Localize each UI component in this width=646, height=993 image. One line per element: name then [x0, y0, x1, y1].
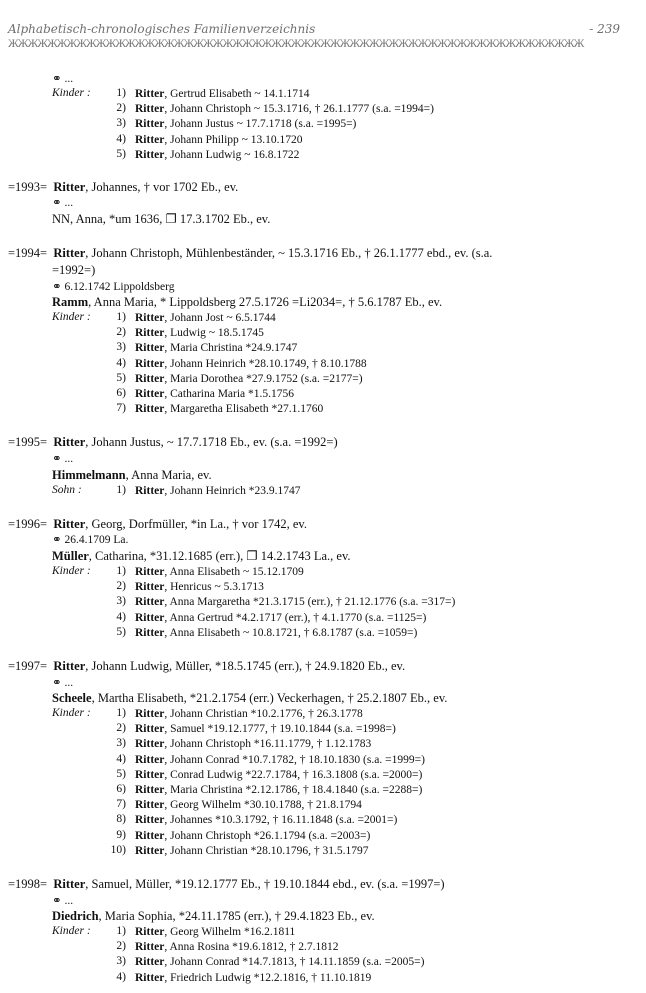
spouse-details: , Anna Maria, ev. — [125, 468, 212, 482]
marriage-line: ⚭ 6.12.1742 Lippoldsberg — [52, 281, 175, 293]
child-number: 4) — [116, 971, 126, 983]
entry-surname: Ritter — [53, 180, 86, 194]
spouse-line — [52, 295, 442, 309]
child-surname: Ritter — [135, 327, 165, 339]
entry-id: =1994= — [8, 246, 48, 260]
child-entry — [135, 626, 417, 640]
spouse-line — [52, 691, 447, 705]
child-details: , Anna Elisabeth ~ 10.8.1721, † 6.8.1787 (s.a. =1059=) — [164, 627, 418, 639]
child-entry — [135, 372, 363, 386]
child-number: 4) — [116, 357, 126, 369]
child-entry — [135, 326, 264, 340]
child-surname: Ritter — [135, 799, 165, 811]
entry-details: , Samuel, Müller, *19.12.1777 Eb., † 19.10.1844 ebd., ev. (s.a. =1997=) — [85, 877, 445, 891]
child-entry — [135, 722, 396, 736]
child-details: , Johann Jost ~ 6.5.1744 — [164, 312, 276, 324]
child-details: , Johann Conrad *14.7.1813, † 14.11.1859 (s.a. =2005=) — [164, 956, 425, 968]
entry-id: =1993= — [8, 180, 48, 194]
child-number: 1) — [116, 484, 126, 496]
child-number: 1) — [116, 707, 126, 719]
entry-id: =1998= — [8, 877, 48, 891]
child-surname: Ritter — [135, 485, 165, 497]
child-details: , Anna Elisabeth ~ 15.12.1709 — [164, 566, 304, 578]
child-details: , Gertrud Elisabeth ~ 14.1.1714 — [164, 88, 310, 100]
child-entry — [135, 87, 310, 101]
entry-heading — [8, 435, 338, 449]
child-surname: Ritter — [135, 373, 165, 385]
ornament-divider: ЖЖЖЖЖЖЖЖЖЖЖЖЖЖЖЖЖЖЖЖЖЖЖЖЖЖЖЖЖЖЖЖЖЖЖЖЖЖЖЖЖЖЖЖЖЖЖЖЖЖЖЖЖЖЖЖЖЖЖ — [8, 36, 584, 50]
child-number: 5) — [116, 372, 126, 384]
child-entry — [135, 844, 369, 858]
spouse-details: , Maria Sophia, *24.11.1785 (err.), † 29.4.1823 Eb., ev. — [98, 909, 375, 923]
child-entry — [135, 737, 371, 751]
child-surname: Ritter — [135, 830, 165, 842]
child-entry — [135, 484, 300, 498]
entry-details: , Johann Christoph, Mühlenbeständer, ~ 15.3.1716 Eb., † 26.1.1777 ebd., ev. (s.a. — [85, 246, 493, 260]
spouse-line — [52, 468, 212, 482]
child-details: , Maria Dorothea *27.9.1752 (s.a. =2177=) — [164, 373, 363, 385]
entry-heading — [8, 659, 405, 673]
child-surname: Ritter — [135, 103, 165, 115]
child-number: 5) — [116, 626, 126, 638]
header-title: Alphabetisch-chronologisches Familienverzeichnis — [8, 22, 316, 36]
kinder-label: Kinder : — [52, 311, 91, 323]
child-number: 1) — [116, 311, 126, 323]
child-entry — [135, 595, 455, 609]
child-surname: Ritter — [135, 134, 165, 146]
child-details: , Johann Ludwig ~ 16.8.1722 — [164, 149, 300, 161]
child-surname: Ritter — [135, 612, 165, 624]
spouse-details: , Martha Elisabeth, *21.2.1754 (err.) Veckerhagen, † 25.2.1807 Eb., ev. — [91, 691, 448, 705]
child-details: , Johann Conrad *10.7.1782, † 18.10.1830 (s.a. =1999=) — [164, 754, 425, 766]
child-number: 5) — [116, 768, 126, 780]
child-surname: Ritter — [135, 754, 165, 766]
child-details: , Johann Philipp ~ 13.10.1720 — [164, 134, 303, 146]
child-details: , Anna Rosina *19.6.1812, † 2.7.1812 — [164, 941, 339, 953]
kinder-label: Kinder : — [52, 565, 91, 577]
child-number: 10) — [110, 844, 126, 856]
child-surname: Ritter — [135, 627, 165, 639]
entry-details-cont: =1992=) — [52, 263, 96, 277]
child-details: , Johann Christoph ~ 15.3.1716, † 26.1.1777 (s.a. =1994=) — [164, 103, 435, 115]
marriage-line: ⚭ ... — [52, 895, 74, 907]
child-number: 8) — [116, 813, 126, 825]
child-details: , Anna Gertrud *4.2.1717 (err.), † 4.1.1770 (s.a. =1125=) — [164, 612, 427, 624]
child-entry — [135, 768, 422, 782]
child-number: 2) — [116, 326, 126, 338]
child-surname: Ritter — [135, 738, 165, 750]
child-surname: Ritter — [135, 723, 165, 735]
child-entry — [135, 357, 367, 371]
child-number: 3) — [116, 341, 126, 353]
child-entry — [135, 565, 304, 579]
child-entry — [135, 133, 303, 147]
child-entry — [135, 402, 323, 416]
child-surname: Ritter — [135, 388, 165, 400]
marriage-line: ⚭ ... — [52, 197, 74, 209]
entry-surname: Ritter — [53, 877, 86, 891]
child-entry — [135, 753, 425, 767]
child-number: 1) — [116, 925, 126, 937]
child-number: 6) — [116, 387, 126, 399]
child-details: , Johann Christoph *26.1.1794 (s.a. =2003=) — [164, 830, 371, 842]
child-details: , Margaretha Elisabeth *27.1.1760 — [164, 403, 324, 415]
child-number: 2) — [116, 580, 126, 592]
entry-details: , Johann Ludwig, Müller, *18.5.1745 (err.), † 24.9.1820 Eb., ev. — [85, 659, 406, 673]
child-surname: Ritter — [135, 956, 165, 968]
child-details: , Friedrich Ludwig *12.2.1816, † 11.10.1819 — [164, 972, 372, 984]
child-surname: Ritter — [135, 581, 165, 593]
child-surname: Ritter — [135, 149, 165, 161]
child-details: , Johann Heinrich *23.9.1747 — [164, 485, 301, 497]
child-surname: Ritter — [135, 708, 165, 720]
entry-heading — [8, 180, 238, 194]
entry-heading — [8, 517, 307, 531]
child-entry — [135, 311, 276, 325]
child-surname: Ritter — [135, 312, 165, 324]
child-number: 2) — [116, 940, 126, 952]
entry-heading — [8, 877, 445, 891]
child-surname: Ritter — [135, 88, 165, 100]
child-details: , Samuel *19.12.1777, † 19.10.1844 (s.a. =1998=) — [164, 723, 396, 735]
child-details: , Catharina Maria *1.5.1756 — [164, 388, 295, 400]
child-number: 1) — [116, 87, 126, 99]
child-details: , Johann Christoph *16.11.1779, † 1.12.1783 — [164, 738, 372, 750]
entry-heading — [8, 246, 492, 260]
entry-surname: Ritter — [53, 246, 86, 260]
child-entry — [135, 940, 338, 954]
child-surname: Ritter — [135, 814, 165, 826]
child-surname: Ritter — [135, 358, 165, 370]
child-number: 5) — [116, 148, 126, 160]
child-details: , Maria Christina *2.12.1786, † 18.4.1840 (s.a. =2288=) — [164, 784, 423, 796]
child-number: 1) — [116, 565, 126, 577]
spouse-line: NN, Anna, *um 1636, ❐ 17.3.1702 Eb., ev. — [52, 212, 271, 226]
child-number: 7) — [116, 402, 126, 414]
entry-surname: Ritter — [53, 435, 86, 449]
child-entry — [135, 925, 295, 939]
child-surname: Ritter — [135, 403, 165, 415]
child-entry — [135, 117, 356, 131]
child-details: , Johannes *10.3.1792, † 16.11.1848 (s.a. =2001=) — [164, 814, 398, 826]
child-details: , Conrad Ludwig *22.7.1784, † 16.3.1808 (s.a. =2000=) — [164, 769, 423, 781]
child-number: 2) — [116, 722, 126, 734]
spouse-line — [52, 549, 351, 563]
child-entry — [135, 829, 370, 843]
child-details: , Ludwig ~ 18.5.1745 — [164, 327, 264, 339]
child-surname: Ritter — [135, 769, 165, 781]
child-number: 4) — [116, 753, 126, 765]
child-entry — [135, 955, 424, 969]
child-surname: Ritter — [135, 941, 165, 953]
spouse-surname: Himmelmann — [52, 468, 126, 482]
entry-id: =1995= — [8, 435, 48, 449]
child-number: 7) — [116, 798, 126, 810]
spouse-surname: Diedrich — [52, 909, 99, 923]
child-number: 6) — [116, 783, 126, 795]
child-number: 4) — [116, 611, 126, 623]
spouse-details: , Catharina, *31.12.1685 (err.), ❐ 14.2.1743 La., ev. — [88, 549, 351, 563]
page-number: - 239 — [589, 22, 620, 36]
child-entry — [135, 971, 371, 985]
kinder-label: Kinder : — [52, 87, 91, 99]
child-number: 4) — [116, 133, 126, 145]
child-details: , Johann Heinrich *28.10.1749, † 8.10.1788 — [164, 358, 367, 370]
entry-id: =1997= — [8, 659, 48, 673]
child-entry — [135, 102, 434, 116]
spouse-surname: Ramm — [52, 295, 89, 309]
child-surname: Ritter — [135, 926, 165, 938]
child-entry — [135, 813, 397, 827]
child-entry — [135, 707, 363, 721]
child-entry — [135, 148, 299, 162]
child-number: 3) — [116, 595, 126, 607]
child-details: , Johann Justus ~ 17.7.1718 (s.a. =1995=) — [164, 118, 357, 130]
marriage-line: ⚭ ... — [52, 453, 74, 465]
entry-details: , Georg, Dorfmüller, *in La., † vor 1742, ev. — [85, 517, 307, 531]
marriage-line: ⚭ 26.4.1709 La. — [52, 534, 129, 546]
child-surname: Ritter — [135, 118, 165, 130]
entry-details: , Johannes, † vor 1702 Eb., ev. — [85, 180, 239, 194]
child-surname: Ritter — [135, 342, 165, 354]
child-number: 3) — [116, 955, 126, 967]
child-surname: Ritter — [135, 596, 165, 608]
child-entry — [135, 783, 422, 797]
entry-surname: Ritter — [53, 517, 86, 531]
child-details: , Henricus ~ 5.3.1713 — [164, 581, 264, 593]
sohn-label: Sohn : — [52, 484, 82, 496]
child-details: , Maria Christina *24.9.1747 — [164, 342, 298, 354]
child-details: , Georg Wilhelm *30.10.1788, † 21.8.1794 — [164, 799, 362, 811]
child-entry — [135, 341, 297, 355]
entry-details: , Johann Justus, ~ 17.7.1718 Eb., ev. (s.a. =1992=) — [85, 435, 338, 449]
entry-id: =1996= — [8, 517, 48, 531]
child-entry — [135, 387, 294, 401]
entry-surname: Ritter — [53, 659, 86, 673]
child-details: , Anna Margaretha *21.3.1715 (err.), † 21.12.1776 (s.a. =317=) — [164, 596, 456, 608]
kinder-label: Kinder : — [52, 925, 91, 937]
marriage-line: ⚭ ... — [52, 73, 74, 85]
marriage-line: ⚭ ... — [52, 677, 74, 689]
spouse-details: , Anna Maria, * Lippoldsberg 27.5.1726 =Li2034=, † 5.6.1787 Eb., ev. — [88, 295, 443, 309]
child-surname: Ritter — [135, 566, 165, 578]
child-entry — [135, 580, 264, 594]
child-number: 3) — [116, 117, 126, 129]
child-number: 2) — [116, 102, 126, 114]
child-details: , Johann Christian *10.2.1776, † 26.3.1778 — [164, 708, 363, 720]
child-surname: Ritter — [135, 784, 165, 796]
child-number: 9) — [116, 829, 126, 841]
kinder-label: Kinder : — [52, 707, 91, 719]
child-surname: Ritter — [135, 845, 165, 857]
child-surname: Ritter — [135, 972, 165, 984]
child-entry — [135, 798, 362, 812]
spouse-line — [52, 909, 375, 923]
child-entry — [135, 611, 426, 625]
spouse-surname: Scheele — [52, 691, 92, 705]
child-details: , Georg Wilhelm *16.2.1811 — [164, 926, 296, 938]
spouse-surname: Müller — [52, 549, 89, 563]
child-details: , Johann Christian *28.10.1796, † 31.5.1797 — [164, 845, 369, 857]
child-number: 3) — [116, 737, 126, 749]
